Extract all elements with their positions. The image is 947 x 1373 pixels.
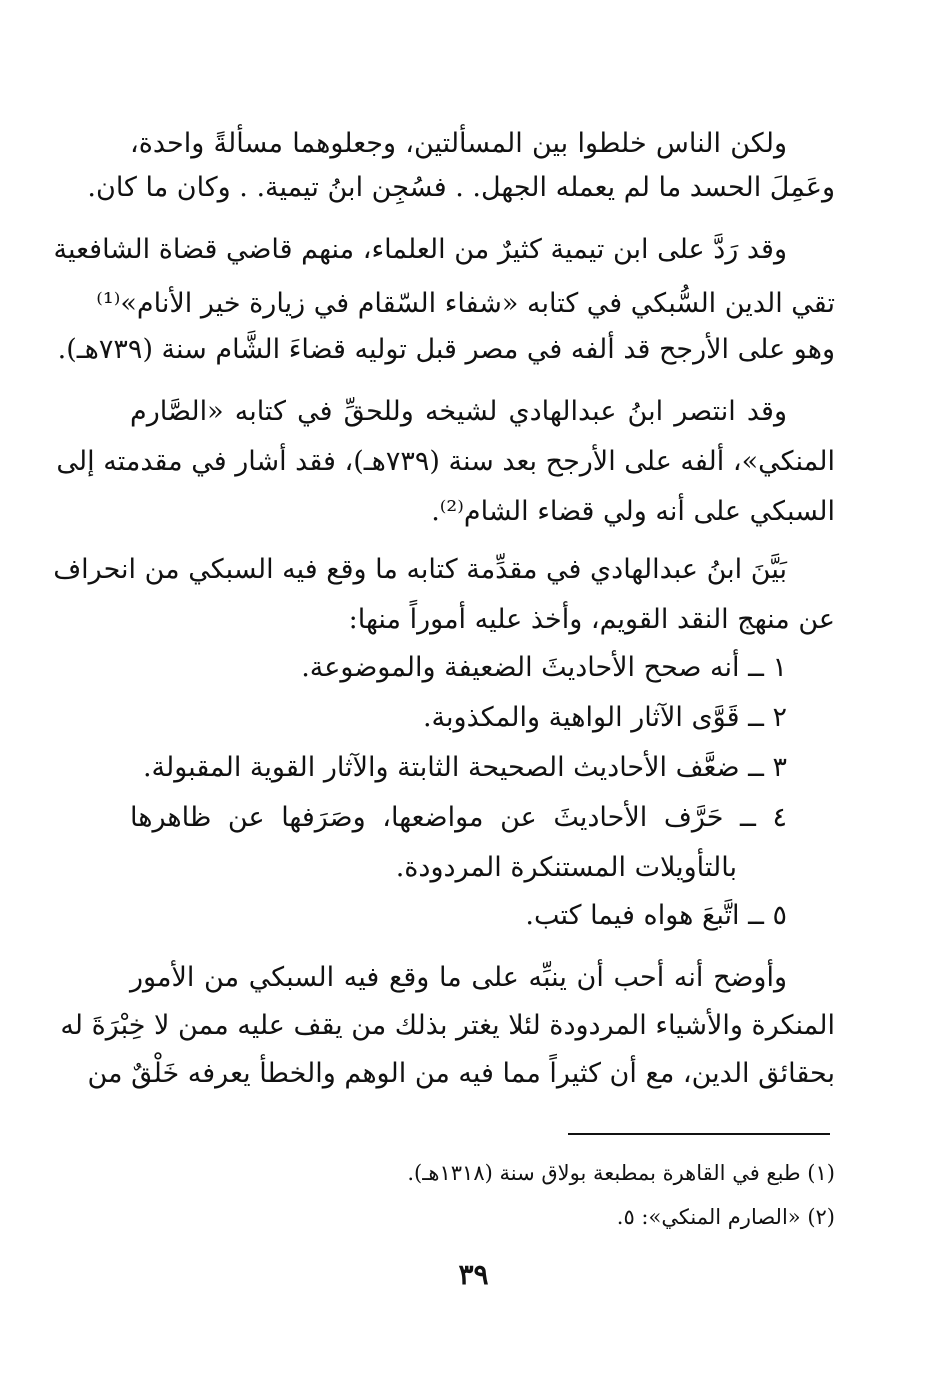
- paragraph-2-line-1: وقد رَدَّ على ابن تيمية كثيرٌ من العلماء، منهم قاضي قضاة الشافعية: [53, 234, 787, 265]
- paragraph-1-line-1: ولكن الناس خلطوا بين المسألتين، وجعلوهما مسألةً واحدة،: [130, 128, 787, 159]
- list-item-4-line-2: بالتأويلات المستنكرة المردودة.: [395, 852, 737, 883]
- list-item-2: ٢ ــ قَوَّى الآثار الواهية والمكذوبة.: [422, 702, 787, 733]
- paragraph-2-line-2: تقي الدين السُّبكي في كتابه «شفاء السّقام في زيارة خير الأنام»⁽¹⁾: [96, 288, 835, 319]
- paragraph-2-line-3: وهو على الأرجح قد ألفه في مصر قبل توليه قضاءَ الشَّام سنة (٧٣٩هـ).: [57, 334, 835, 365]
- list-item-4-line-1: ٤ ــ حَرَّف الأحاديثَ عن مواضعها، وصَرَفها عن ظاهرها: [130, 802, 787, 833]
- list-item-3: ٣ ــ ضعَّف الأحاديث الصحيحة الثابتة والآثار القوية المقبولة.: [142, 752, 787, 783]
- footnote-1: (١) طبع في القاهرة بمطبعة بولاق سنة (١٣١٨هـ).: [407, 1161, 835, 1185]
- closing-paragraph-line-2: المنكرة والأشياء المردودة لئلا يغتر بذلك من يقف عليه ممن لا خِبْرَةَ له: [60, 1010, 835, 1041]
- footnote-separator: [568, 1133, 830, 1135]
- paragraph-1-line-2: وعَمِلَ الحسد ما لم يعمله الجهل. . فسُجِن ابنُ تيمية. . وكان ما كان.: [87, 172, 835, 203]
- paragraph-3-line-3: السبكي على أنه ولي قضاء الشام⁽²⁾.: [431, 496, 835, 527]
- paragraph-4-line-1: بَيَّنَ ابنُ عبدالهادي في مقدِّمة كتابه ما وقع فيه السبكي من انحراف: [53, 554, 787, 585]
- paragraph-3-line-1: وقد انتصر ابنُ عبدالهادي لشيخه وللحقِّ في كتابه «الصَّارم: [130, 396, 787, 427]
- closing-paragraph-line-1: وأوضح أنه أحب أن ينبِّه على ما وقع فيه السبكي من الأمور: [130, 962, 787, 993]
- paragraph-4-line-2: عن منهج النقد القويم، وأخذ عليه أموراً منها:: [348, 604, 835, 635]
- page-number: ٣٩: [458, 1258, 489, 1291]
- list-item-1: ١ ــ أنه صحح الأحاديثَ الضعيفة والموضوعة.: [301, 652, 787, 683]
- paragraph-3-line-2: المنكي»، ألفه على الأرجح بعد سنة (٧٣٩هـ)، فقد أشار في مقدمته إلى: [56, 446, 835, 477]
- closing-paragraph-line-3: بحقائق الدين، مع أن كثيراً مما فيه من الوهم والخطأ يعرفه خَلْقٌ من: [87, 1058, 835, 1089]
- footnote-2: (٢) «الصارم المنكي»: ٥.: [616, 1205, 835, 1229]
- list-item-5: ٥ ــ اتَّبعَ هواه فيما كتب.: [525, 900, 787, 931]
